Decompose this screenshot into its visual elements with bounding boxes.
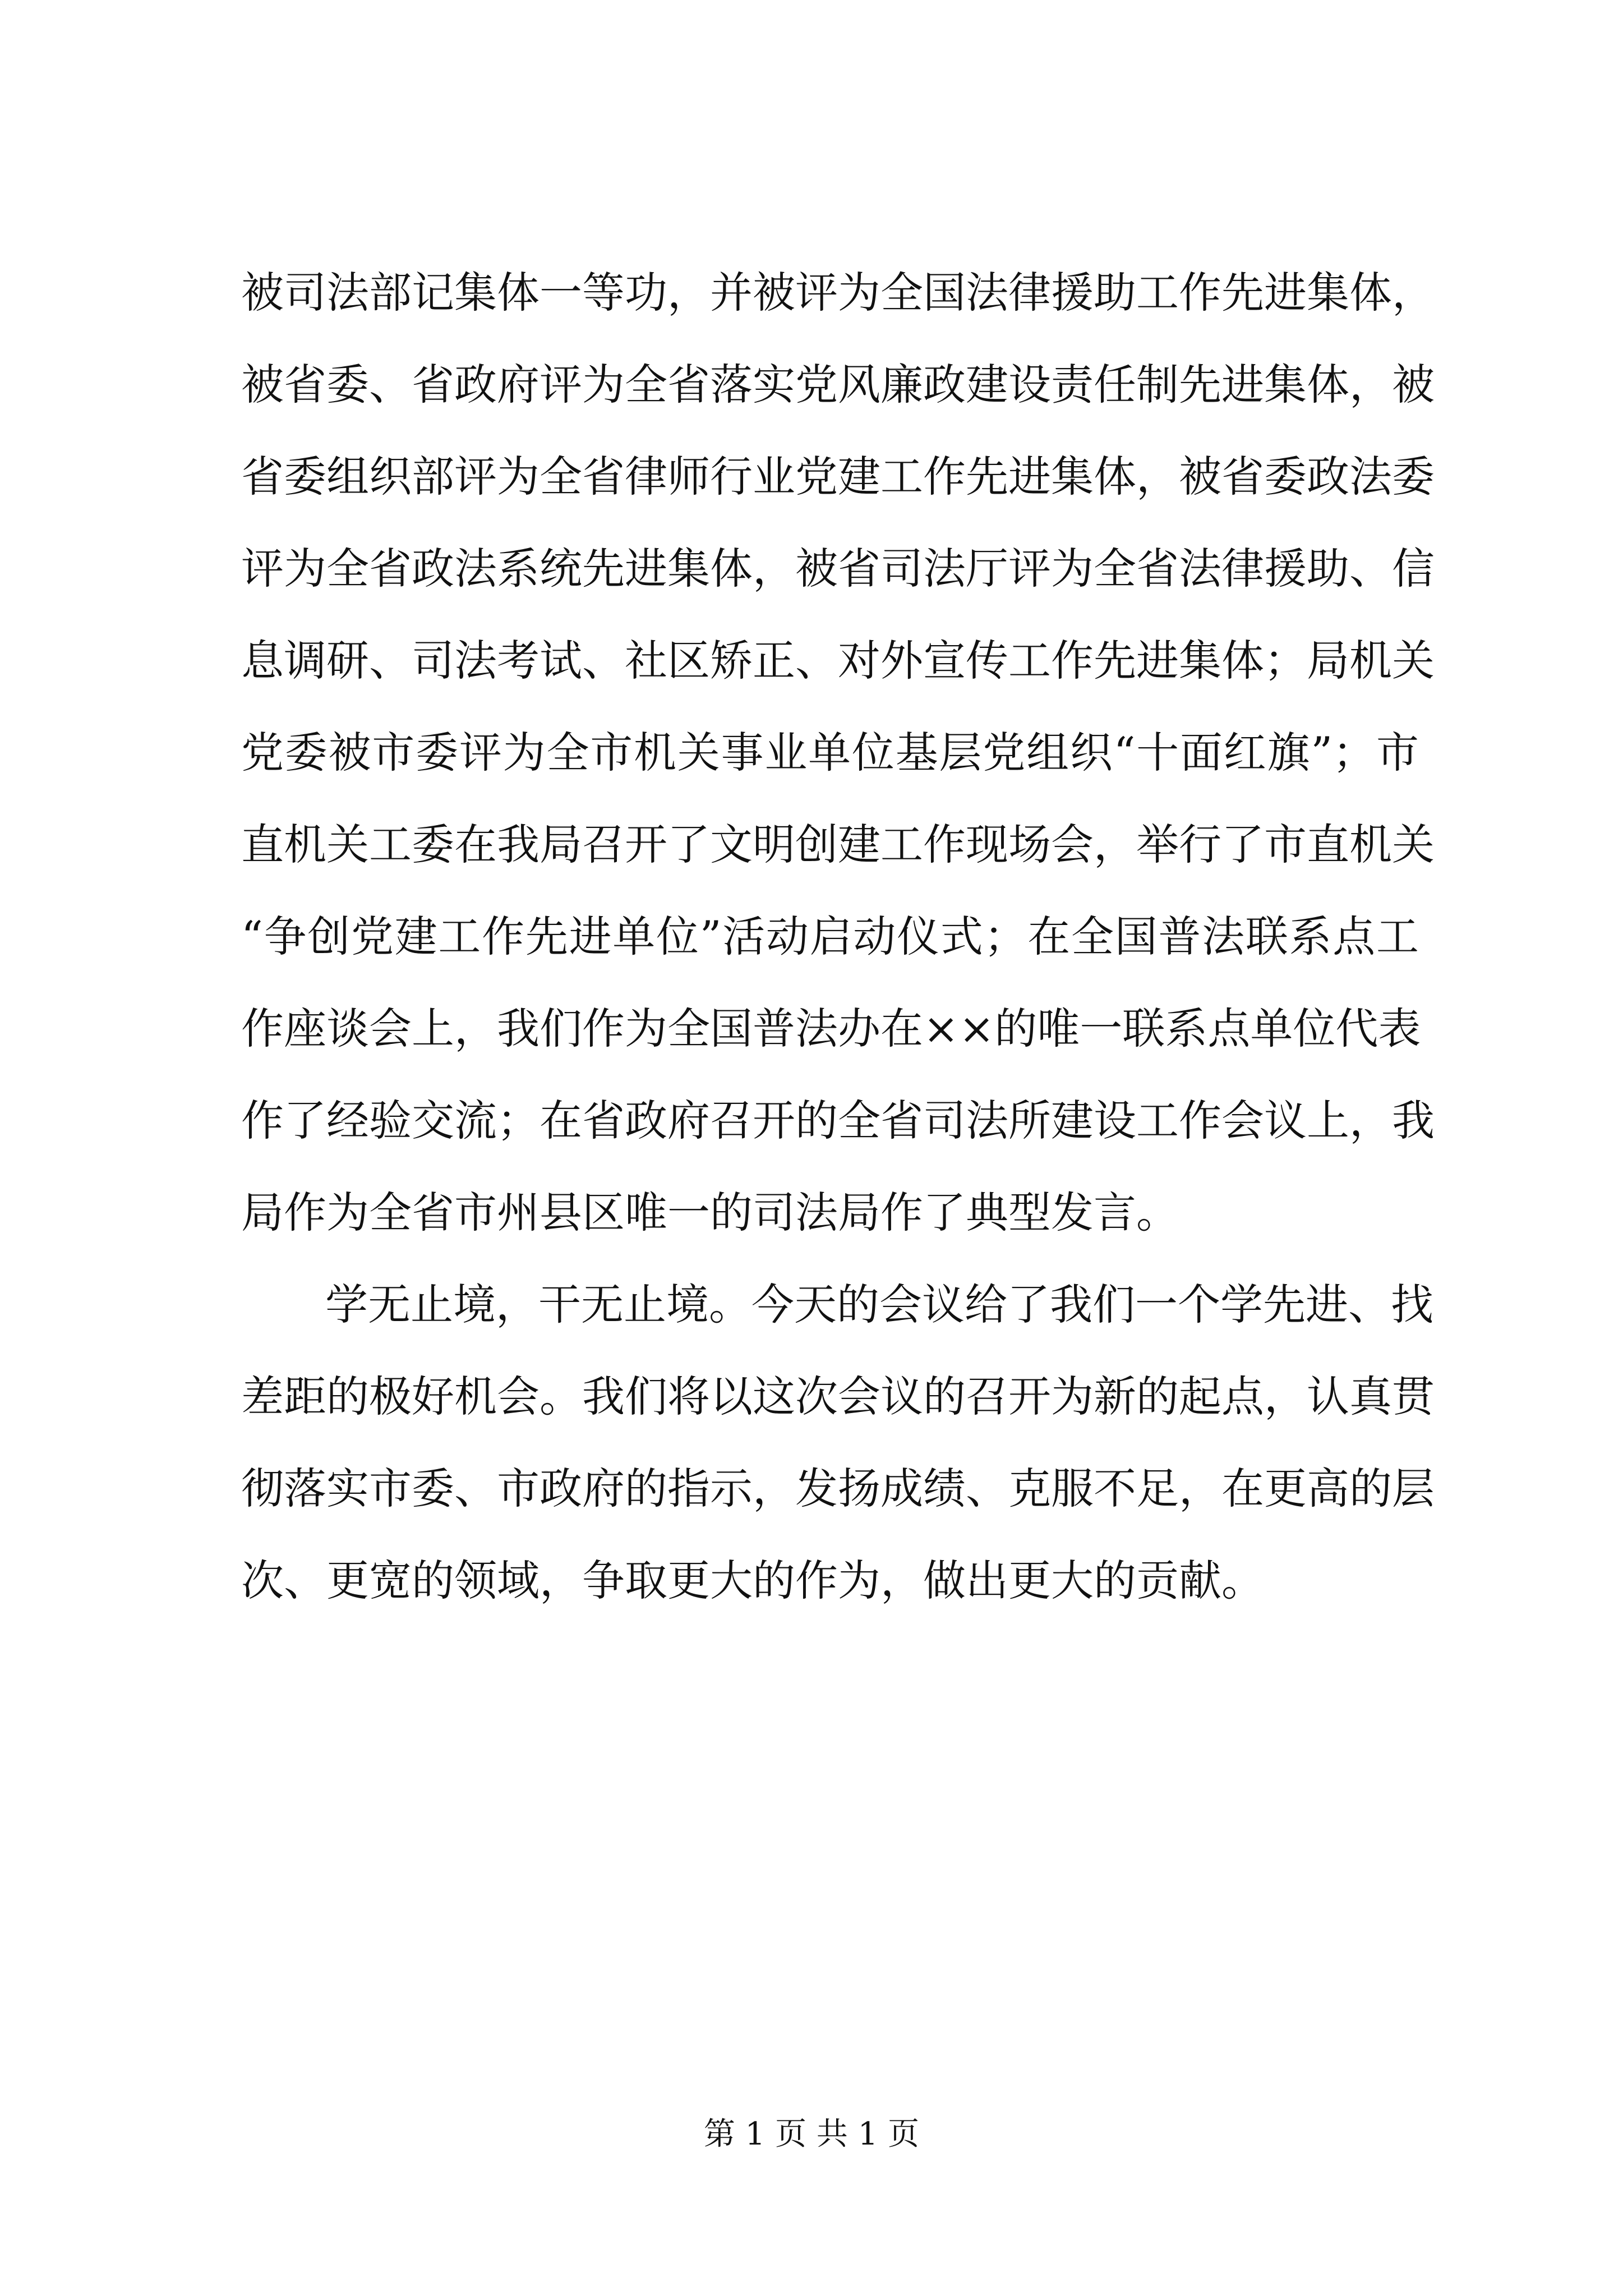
paragraph-1	[241, 247, 1435, 1259]
text-line: 作座谈会上，我们作为全国普法办在××的唯一联系点单位代表	[241, 1004, 1421, 1053]
text-line: 作了经验交流；在省政府召开的全省司法所建设工作会议上，我	[241, 1096, 1435, 1145]
page-number-label: 第 1 页 共 1 页	[703, 2116, 920, 2152]
body-text	[241, 247, 1435, 1627]
text-line: 被省委、省政府评为全省落实党风廉政建设责任制先进集体，被	[241, 360, 1435, 409]
text-line: 被司法部记集体一等功，并被评为全国法律援助工作先进集体，	[241, 268, 1435, 318]
text-line: 息调研、司法考试、社区矫正、对外宣传工作先进集体；局机关	[241, 636, 1435, 685]
text-line: 省委组织部评为全省律师行业党建工作先进集体，被省委政法委	[241, 452, 1435, 501]
text-line: 评为全省政法系统先进集体，被省司法厅评为全省法律援助、信	[241, 544, 1435, 593]
text-line: 局作为全省市州县区唯一的司法局作了典型发言。	[241, 1188, 1179, 1237]
paragraph-2	[241, 1259, 1435, 1627]
page-footer	[0, 2112, 1623, 2157]
text-line: 次、更宽的领域，争取更大的作为，做出更大的贡献。	[241, 1556, 1264, 1605]
text-line: 党委被市委评为全市机关事业单位基层党组织“十面红旗”；市	[241, 728, 1419, 777]
text-line: 彻落实市委、市政府的指示，发扬成绩、克服不足，在更高的层	[241, 1464, 1435, 1513]
text-line: 差距的极好机会。我们将以这次会议的召开为新的起点，认真贯	[241, 1372, 1435, 1421]
text-line: “争创党建工作先进单位”活动启动仪式；在全国普法联系点工	[241, 912, 1419, 961]
text-line: 学无止境，干无止境。今天的会议给了我们一个学先进、找	[325, 1280, 1433, 1329]
text-line: 直机关工委在我局召开了文明创建工作现场会，举行了市直机关	[241, 820, 1435, 869]
